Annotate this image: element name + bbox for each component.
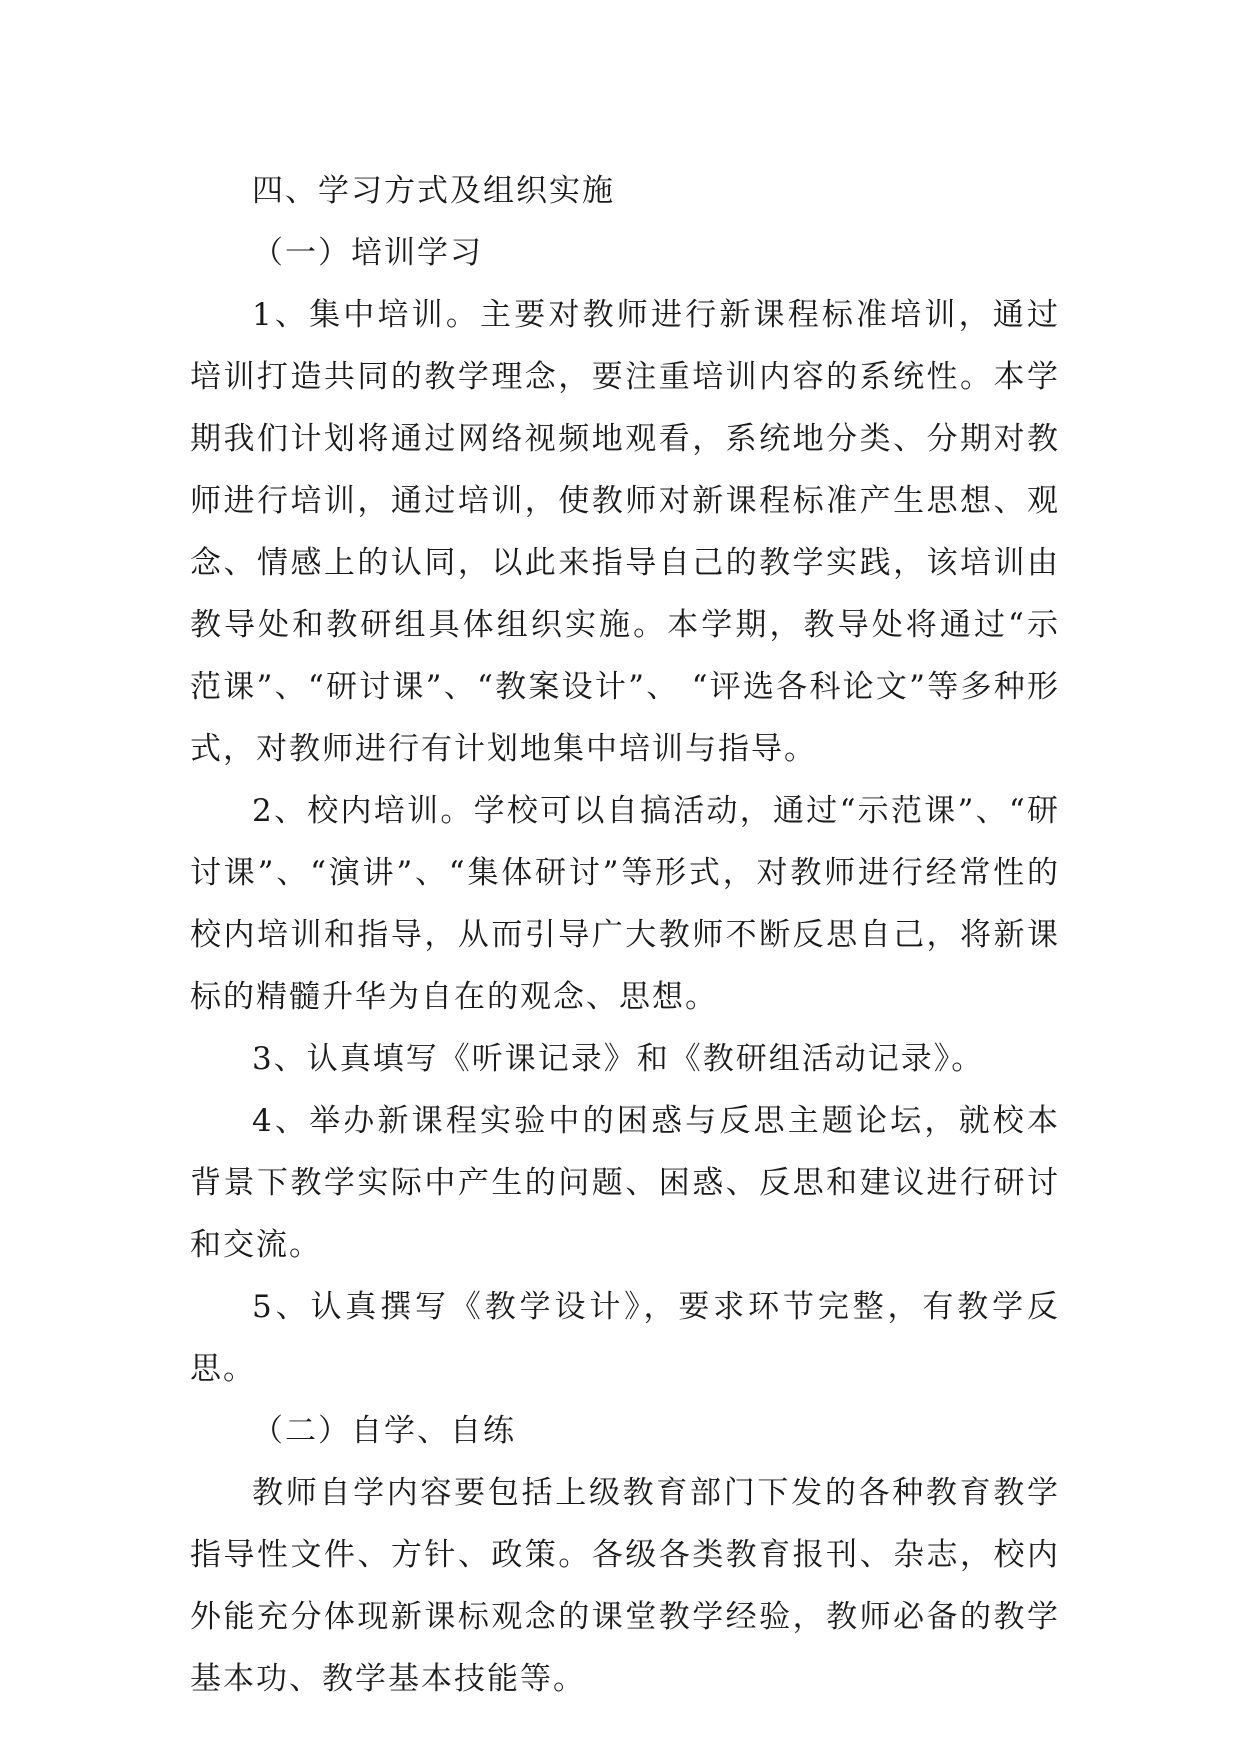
paragraph-selfstudy: 教师自学内容要包括上级教育部门下发的各种教育教学指导性文件、方针、政策。各级各类教育报刊、杂志，校内外能充分体现新课标观念的课堂教学经验，教师必备的教学基本功、教学基本技能等。 [190,1475,1060,1697]
paragraph-item-2: 2、校内培训。学校可以自搞活动，通过“示范课”、“研讨课”、“演讲”、“集体研讨”等形式，对教师进行经常性的校内培训和指导，从而引导广大教师不断反思自己，将新课标的精髓升华为自在的观念、思想。 [190,793,1060,1015]
section-heading: 四、学习方式及组织实施 [252,173,615,209]
document-body [190,160,1060,1710]
paragraph-item-5: 5、认真撰写《教学设计》，要求环节完整，有教学反思。 [190,1289,1060,1387]
paragraph-item-3: 3、认真填写《听课记录》和《教研组活动记录》。 [252,1041,985,1077]
subsection-heading-training: （一）培训学习 [252,235,483,271]
paragraph-item-4: 4、举办新课程实验中的困惑与反思主题论坛，就校本背景下教学实际中产生的问题、困惑、反思和建议进行研讨和交流。 [190,1103,1060,1263]
paragraph-item-1: 1、集中培训。主要对教师进行新课程标准培训，通过培训打造共同的教学理念，要注重培训内容的系统性。本学期我们计划将通过网络视频地观看，系统地分类、分期对教师进行培训，通过培训，使教师对新课程标准产生思想、观念、情感上的认同，以此来指导自己的教学实践，该培训由教导处和教研组具体组织实施。本学期，教导处将通过“示范课”、“研讨课”、“教案设计”、 “评选各科论文”等多种形式，对教师进行有计划地集中培训与指导。 [190,297,1060,767]
subsection-heading-selfstudy: （二）自学、自练 [252,1413,516,1449]
